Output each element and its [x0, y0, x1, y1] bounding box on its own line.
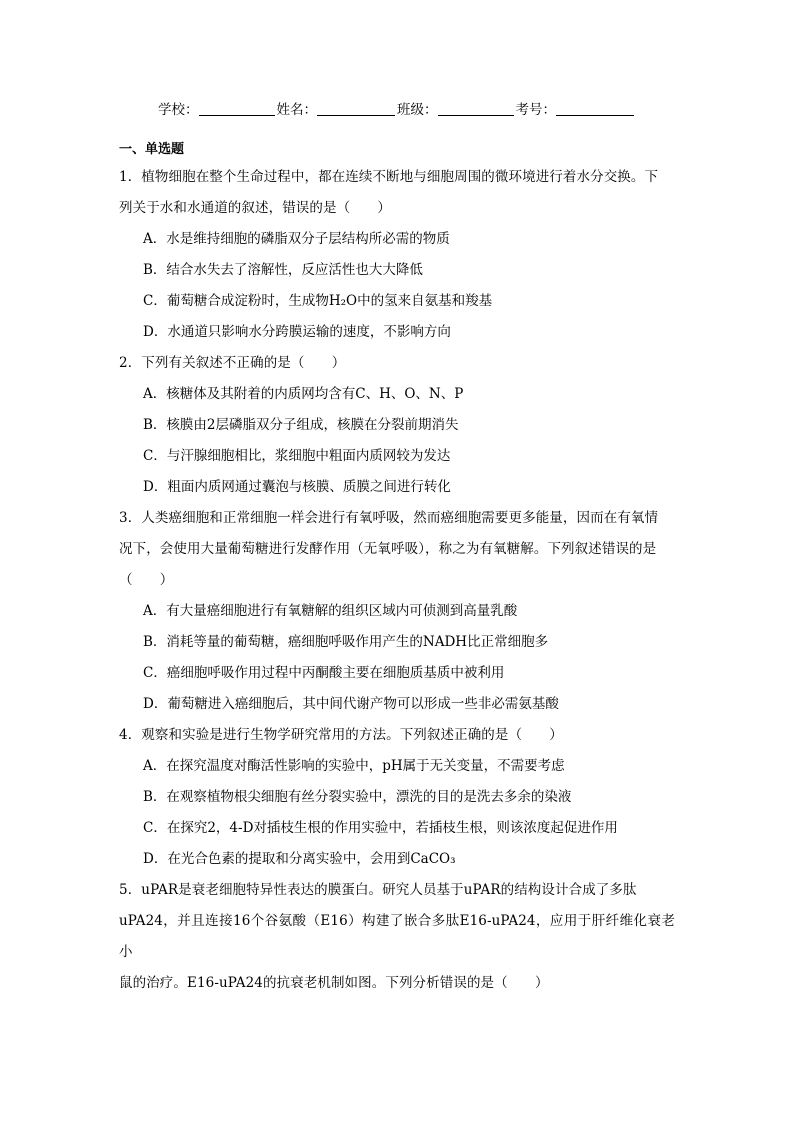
question-5-stem-line-3: 鼠的治疗。E16-uPA24的抗衰老机制如图。下列分析错误的是（ ）: [119, 975, 549, 991]
question-list: [119, 162, 675, 999]
question-5: [119, 875, 675, 999]
question-2-option-d: D．粗面内质网通过囊泡与核膜、质膜之间进行转化: [143, 479, 451, 495]
question-2: [119, 348, 675, 503]
question-3-stem-line-2: 况下，会使用大量葡萄糖进行发酵作用（无氧呼吸），称之为有氧糖解。下列叙述错误的是: [119, 541, 657, 557]
question-2-option-b: B．核膜由2层磷脂双分子组成，核膜在分裂前期消失: [143, 417, 459, 433]
question-4: [119, 720, 675, 875]
number-blank[interactable]: [556, 114, 634, 116]
class-label: 班级：: [397, 102, 438, 118]
class-field: [397, 98, 516, 118]
question-3-option-b: B．消耗等量的葡萄糖，癌细胞呼吸作用产生的NADH比正常细胞多: [143, 634, 549, 650]
question-1-option-d: D．水通道只影响水分跨膜运输的速度，不影响方向: [143, 324, 451, 340]
question-2-option-c: C．与汗腺细胞相比，浆细胞中粗面内质网较为发达: [143, 448, 451, 464]
school-label: 学校：: [158, 102, 199, 118]
question-2-stem-line-1: 2．下列有关叙述不正确的是（ ）: [119, 355, 346, 371]
question-3-option-d: D．葡萄糖进入癌细胞后，其中间代谢产物可以形成一些非必需氨基酸: [143, 696, 559, 712]
class-blank[interactable]: [438, 114, 514, 116]
question-3-option-a: A．有大量癌细胞进行有氧糖解的组织区域内可侦测到高量乳酸: [143, 603, 518, 619]
question-4-option-b: B．在观察植物根尖细胞有丝分裂实验中，漂洗的目的是洗去多余的染液: [143, 789, 572, 805]
school-blank[interactable]: [199, 114, 275, 116]
question-4-stem-line-1: 4．观察和实验是进行生物学研究常用的方法。下列叙述正确的是（ ）: [119, 727, 563, 743]
number-label: 考号：: [515, 102, 556, 118]
question-3: [119, 503, 675, 720]
question-5-stem-line-2: uPA24，并且连接16个谷氨酸（E16）构建了嵌合多肽E16-uPA24，应用于肝纤维化衰老小: [119, 913, 675, 960]
question-3-stem-line-1: 3．人类癌细胞和正常细胞一样会进行有氧呼吸，然而癌细胞需要更多能量，因而在有氧情: [119, 510, 659, 526]
question-1-stem-line-2: 列关于水和水通道的叙述，错误的是（ ）: [119, 200, 391, 216]
question-3-option-c: C．癌细胞呼吸作用过程中丙酮酸主要在细胞质基质中被利用: [143, 665, 505, 681]
question-5-stem-line-1: 5．uPAR是衰老细胞特异性表达的膜蛋白。研究人员基于uPAR的结构设计合成了多肽: [119, 882, 637, 898]
question-1-option-b: B．结合水失去了溶解性，反应活性也大大降低: [143, 262, 423, 278]
name-label: 姓名：: [276, 102, 317, 118]
question-1-option-a: A．水是维持细胞的磷脂双分子层结构所必需的物质: [143, 231, 450, 247]
question-2-option-a: A．核糖体及其附着的内质网均含有C、H、O、N、P: [143, 386, 464, 402]
name-field: [277, 98, 398, 118]
question-1-option-c: C．葡萄糖合成淀粉时，生成物H₂O中的氢来自氨基和羧基: [143, 293, 493, 309]
question-3-stem-line-3: （ ）: [119, 572, 174, 588]
question-1: [119, 162, 675, 348]
name-blank[interactable]: [317, 114, 395, 116]
school-field: [158, 98, 277, 118]
question-4-option-c: C．在探究2，4-D对插枝生根的作用实验中，若插枝生根，则该浓度起促进作用: [143, 820, 618, 836]
section-heading: 一、单选题: [119, 142, 185, 157]
question-4-option-d: D．在光合色素的提取和分离实验中，会用到CaCO₃: [143, 851, 456, 867]
number-field: [516, 98, 637, 118]
student-info-row: [0, 98, 794, 118]
question-1-stem-line-1: 1．植物细胞在整个生命过程中，都在连续不断地与细胞周围的微环境进行着水分交换。下: [119, 169, 659, 185]
question-4-option-a: A．在探究温度对酶活性影响的实验中，pH属于无关变量，不需要考虑: [143, 758, 565, 774]
